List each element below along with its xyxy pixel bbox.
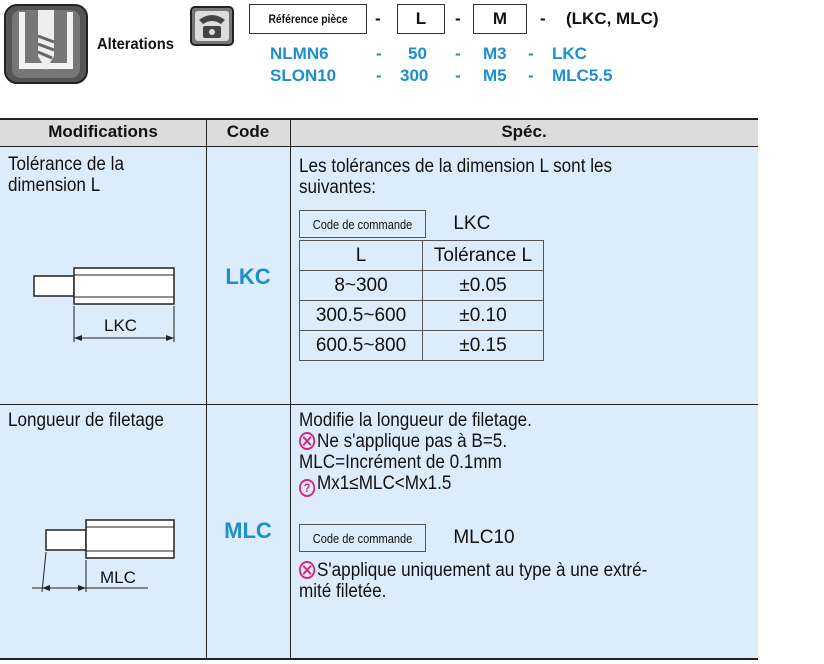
tolerance-table (299, 240, 544, 361)
alterations-label: Alterations (97, 36, 174, 53)
tol-cell: ±0.10 (423, 301, 544, 331)
hint-bulb-icon: ? (299, 479, 315, 497)
example-l: 300 (400, 66, 429, 85)
modification-lkc: Tolérance de la dimension L (8, 154, 124, 196)
example-m: M5 (483, 66, 507, 85)
tol-header-l: L (300, 241, 423, 271)
mlc-diagram-label: MLC (100, 568, 136, 587)
example-part: SLON10 (270, 66, 337, 85)
header-code: Code (206, 118, 290, 146)
example-m: M3 (483, 44, 507, 63)
dash: - (455, 66, 461, 85)
order-code-lkc: Code de commande LKC (299, 210, 490, 238)
phone-icon (190, 6, 234, 46)
not-applicable-icon (299, 432, 315, 450)
tol-cell: 300.5~600 (300, 301, 423, 331)
dash: - (376, 66, 382, 85)
suffix-label: (LKC, MLC) (566, 9, 659, 28)
part-reference-box: Référence pièce (249, 4, 367, 34)
dash: - (528, 66, 534, 85)
lkc-diagram-label: LKC (104, 316, 138, 335)
dash: - (540, 9, 546, 28)
not-applicable-icon (299, 561, 315, 579)
dash: - (455, 9, 461, 28)
spec-lkc-intro: Les tolérances de la dimension L sont les suivantes: (299, 156, 613, 198)
tol-cell: 8~300 (300, 271, 423, 301)
dash: - (455, 44, 461, 63)
m-box: M (473, 4, 527, 34)
header-spec: Spéc. (290, 118, 758, 146)
modification-mlc: Longueur de filetage (8, 410, 164, 431)
dash: - (528, 44, 534, 63)
tol-cell: ±0.15 (423, 331, 544, 361)
example-code: MLC5.5 (552, 66, 613, 85)
alterations-table (0, 118, 758, 660)
l-box: L (397, 4, 445, 34)
tol-cell: ±0.05 (423, 271, 544, 301)
example-l: 50 (408, 44, 427, 63)
spec-mlc-text: Modifie la longueur de filetage. Ne s'applique pas à B=5. MLC=Incrément de 0.1mm ? Mx1≤MLC<Mx1.5 (299, 410, 532, 495)
order-code-mlc: Code de commande MLC10 (299, 524, 515, 552)
dash: - (376, 44, 382, 63)
code-lkc: LKC (225, 264, 271, 289)
code-mlc: MLC (224, 518, 272, 543)
spec-mlc-note: S'applique uniquement au type à une extré- mité filetée. (299, 560, 648, 602)
tol-cell: 600.5~800 (300, 331, 423, 361)
example-part: NLMN6 (270, 44, 329, 63)
drill-tap-icon (4, 4, 88, 84)
tol-header-tol: Tolérance L (423, 241, 544, 271)
dash: - (375, 9, 381, 28)
example-code: LKC (552, 44, 587, 63)
header-modifications: Modifications (0, 118, 206, 146)
